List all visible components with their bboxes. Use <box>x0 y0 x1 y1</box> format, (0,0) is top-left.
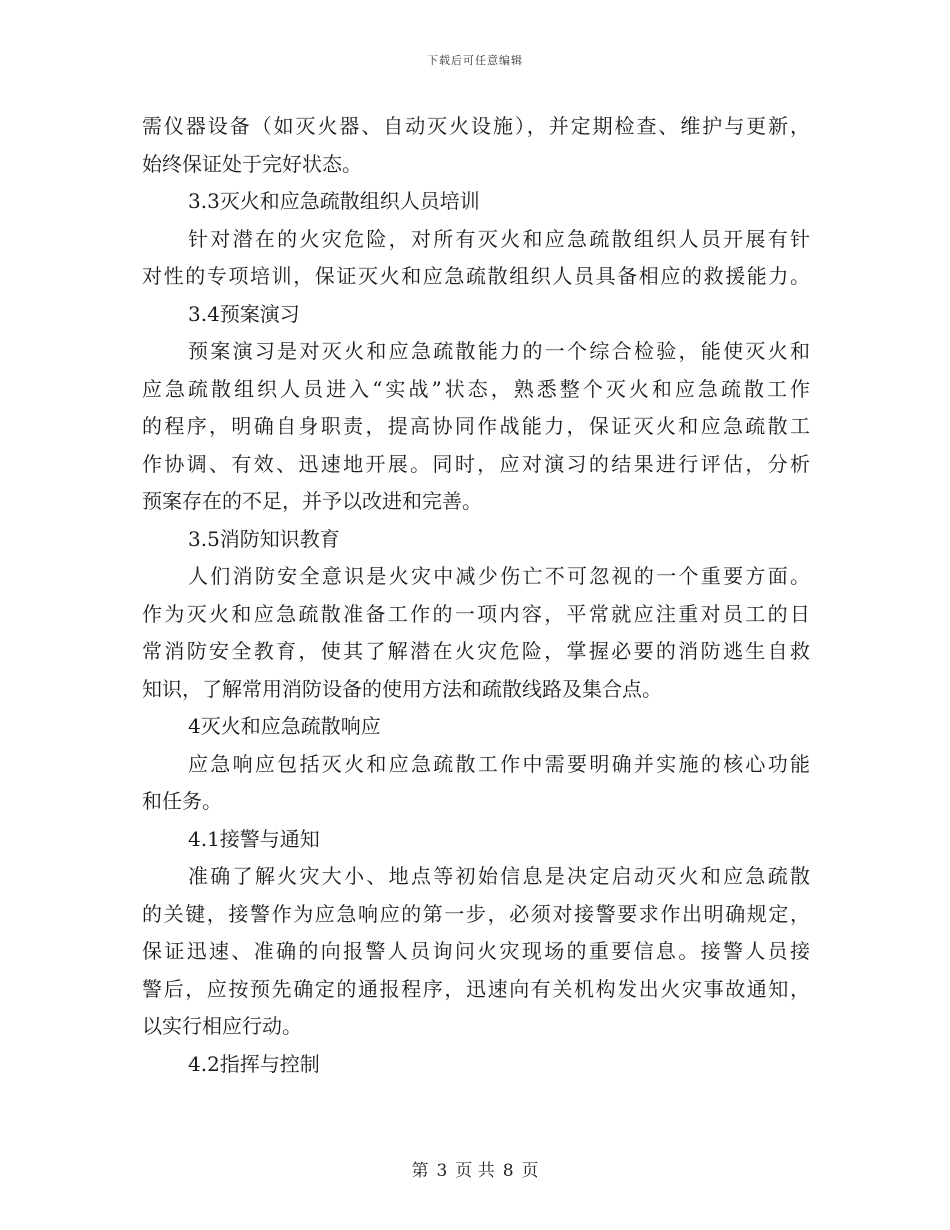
body-line-7: 预案演习是对灭火和应急疏散能力的一个综合检验，能使灭火和 <box>188 339 810 363</box>
body-line-14: 作为灭火和应急疏散准备工作的一项内容，平常就应注重对员工的日 <box>142 601 810 626</box>
body-line-8: 应急疏散组织人员进入“实战”状态，熟悉整个灭火和应急疏散工作 <box>142 376 810 401</box>
current-page-number: 3 <box>436 1161 448 1181</box>
body-line-5: 对性的专项培训，保证灭火和应急疏散组织人员具备相应的救援能力。 <box>142 264 810 288</box>
body-line-25: 以实行相应行动。 <box>142 1014 302 1038</box>
page-prefix: 第 <box>411 1161 429 1181</box>
section-heading-3-4: 3.4预案演习 <box>188 301 300 326</box>
body-line-19: 和任务。 <box>142 789 222 813</box>
section-heading-4-1: 4.1接警与通知 <box>188 826 320 851</box>
body-line-15: 常消防安全教育，使其了解潜在火灾危险，掌握必要的消防逃生自救 <box>142 639 810 663</box>
body-line-23: 保证迅速、准确的向报警人员询问火灾现场的重要信息。接警人员接 <box>142 939 810 963</box>
page-header: 下载后可任意编辑 <box>427 54 523 67</box>
document-body <box>142 108 810 1083</box>
body-line-13: 人们消防安全意识是火灾中减少伤亡不可忽视的一个重要方面。 <box>188 564 810 588</box>
body-line-4: 针对潜在的火灾危险，对所有灭火和应急疏散组织人员开展有针 <box>188 226 810 251</box>
body-line-24: 警后，应按预先确定的通报程序，迅速向有关机构发出火灾事故通知， <box>142 976 810 1001</box>
section-heading-4: 4灭火和应急疏散响应 <box>188 714 381 738</box>
body-line-21: 准确了解火灾大小、地点等初始信息是决定启动灭火和应急疏散 <box>188 864 810 888</box>
section-heading-4-2: 4.2指挥与控制 <box>188 1051 320 1076</box>
section-heading-3-3: 3.3灭火和应急疏散组织人员培训 <box>188 189 480 213</box>
body-line-18: 应急响应包括灭火和应急疏散工作中需要明确并实施的核心功能 <box>188 751 810 776</box>
body-line-10: 作协调、有效、迅速地开展。同时，应对演习的结果进行评估，分析 <box>142 451 810 476</box>
body-line-2: 始终保证处于完好状态。 <box>142 151 362 176</box>
body-line-1: 需仪器设备（如灭火器、自动灭火设施），并定期检查、维护与更新， <box>142 114 810 138</box>
section-heading-3-5: 3.5消防知识教育 <box>188 526 340 551</box>
body-line-11: 预案存在的不足，并予以改进和完善。 <box>142 489 482 513</box>
body-line-9: 的程序，明确自身职责，提高协同作战能力，保证灭火和应急疏散工 <box>142 414 810 438</box>
total-pages-number: 8 <box>502 1161 514 1181</box>
page-suffix: 页 <box>521 1161 539 1181</box>
page-footer <box>0 1156 950 1181</box>
page-middle: 页 共 <box>455 1161 495 1181</box>
body-line-16: 知识，了解常用消防设备的使用方法和疏散线路及集合点。 <box>142 676 662 701</box>
body-line-22: 的关键，接警作为应急响应的第一步，必须对接警要求作出明确规定， <box>142 901 810 926</box>
